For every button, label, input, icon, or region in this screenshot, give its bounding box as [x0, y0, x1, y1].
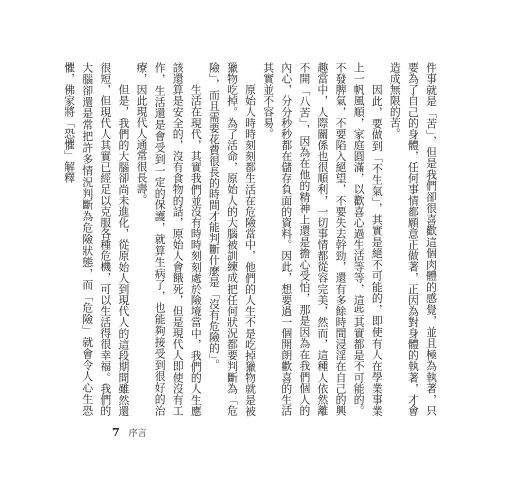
paragraph: 但是，我們的大腦卻尚未進化，從原始人到現代人的這段期間雖然還很短，但現代人其實已經足以克服各種危機，可以生活得很幸福。我們的大腦卻還是常把許多情況判斷為危險狀態，而「危險」就會令人心生恐懼，佛家將「恐懼」解釋: [63, 62, 131, 416]
paragraph: 原始人時時刻刻都生活在危險當中，他們的人生不是吃掉獵物就是被獵物吃掉。為了活命，原始人的大腦被訓練成把任何狀況都要判斷為「危險」，而且需要花費很長的時間才能判斷什麼是「沒有危險的」。: [207, 62, 258, 416]
section-title: 序言: [128, 429, 147, 439]
paragraph: 因此，要做到「不生氣」，其實是絕不可能的，即使有人在學業事業上一帆風順，家庭圓滿，以歡喜心過生活等等，這些其實都是不可能的。不發脾氣，不要陷入絕望，不要失去幹勁，還有多餘時間浸淫在自己的興趣當中，人際關係也很順利，一切事情都從容完美，然而，這種人依然離不開「八苦」，因為在他的精神上還是擔心受怕，那是因為在我們個人的內心，分分秒秒都在儲存負面的資料。因此，想要過一個開朗歡喜的生活其實並不容易。: [262, 62, 384, 416]
page-footer: [112, 426, 147, 439]
page-number: 7: [112, 426, 120, 439]
paragraph: 生活在現代，其實我們並沒有時時刻刻處於險境當中，我們的人生應該還算是安全的，沒有食物的話，原始人會餓死，但是現代人即使沒有工作，生活還是會受到一定的保護，就算生病了，也能夠接受到很好的治療，因此現代人通常很長壽。: [135, 62, 203, 416]
paragraph: 件事就是「苦」，但是我們卻很喜歡這個肉體的感覺，並且極為執著，只要為了自己的身體，任何事情都願意正做著，正因為對身體的執著，才會造成無限的苦。: [388, 62, 438, 416]
body-text: [63, 62, 440, 416]
